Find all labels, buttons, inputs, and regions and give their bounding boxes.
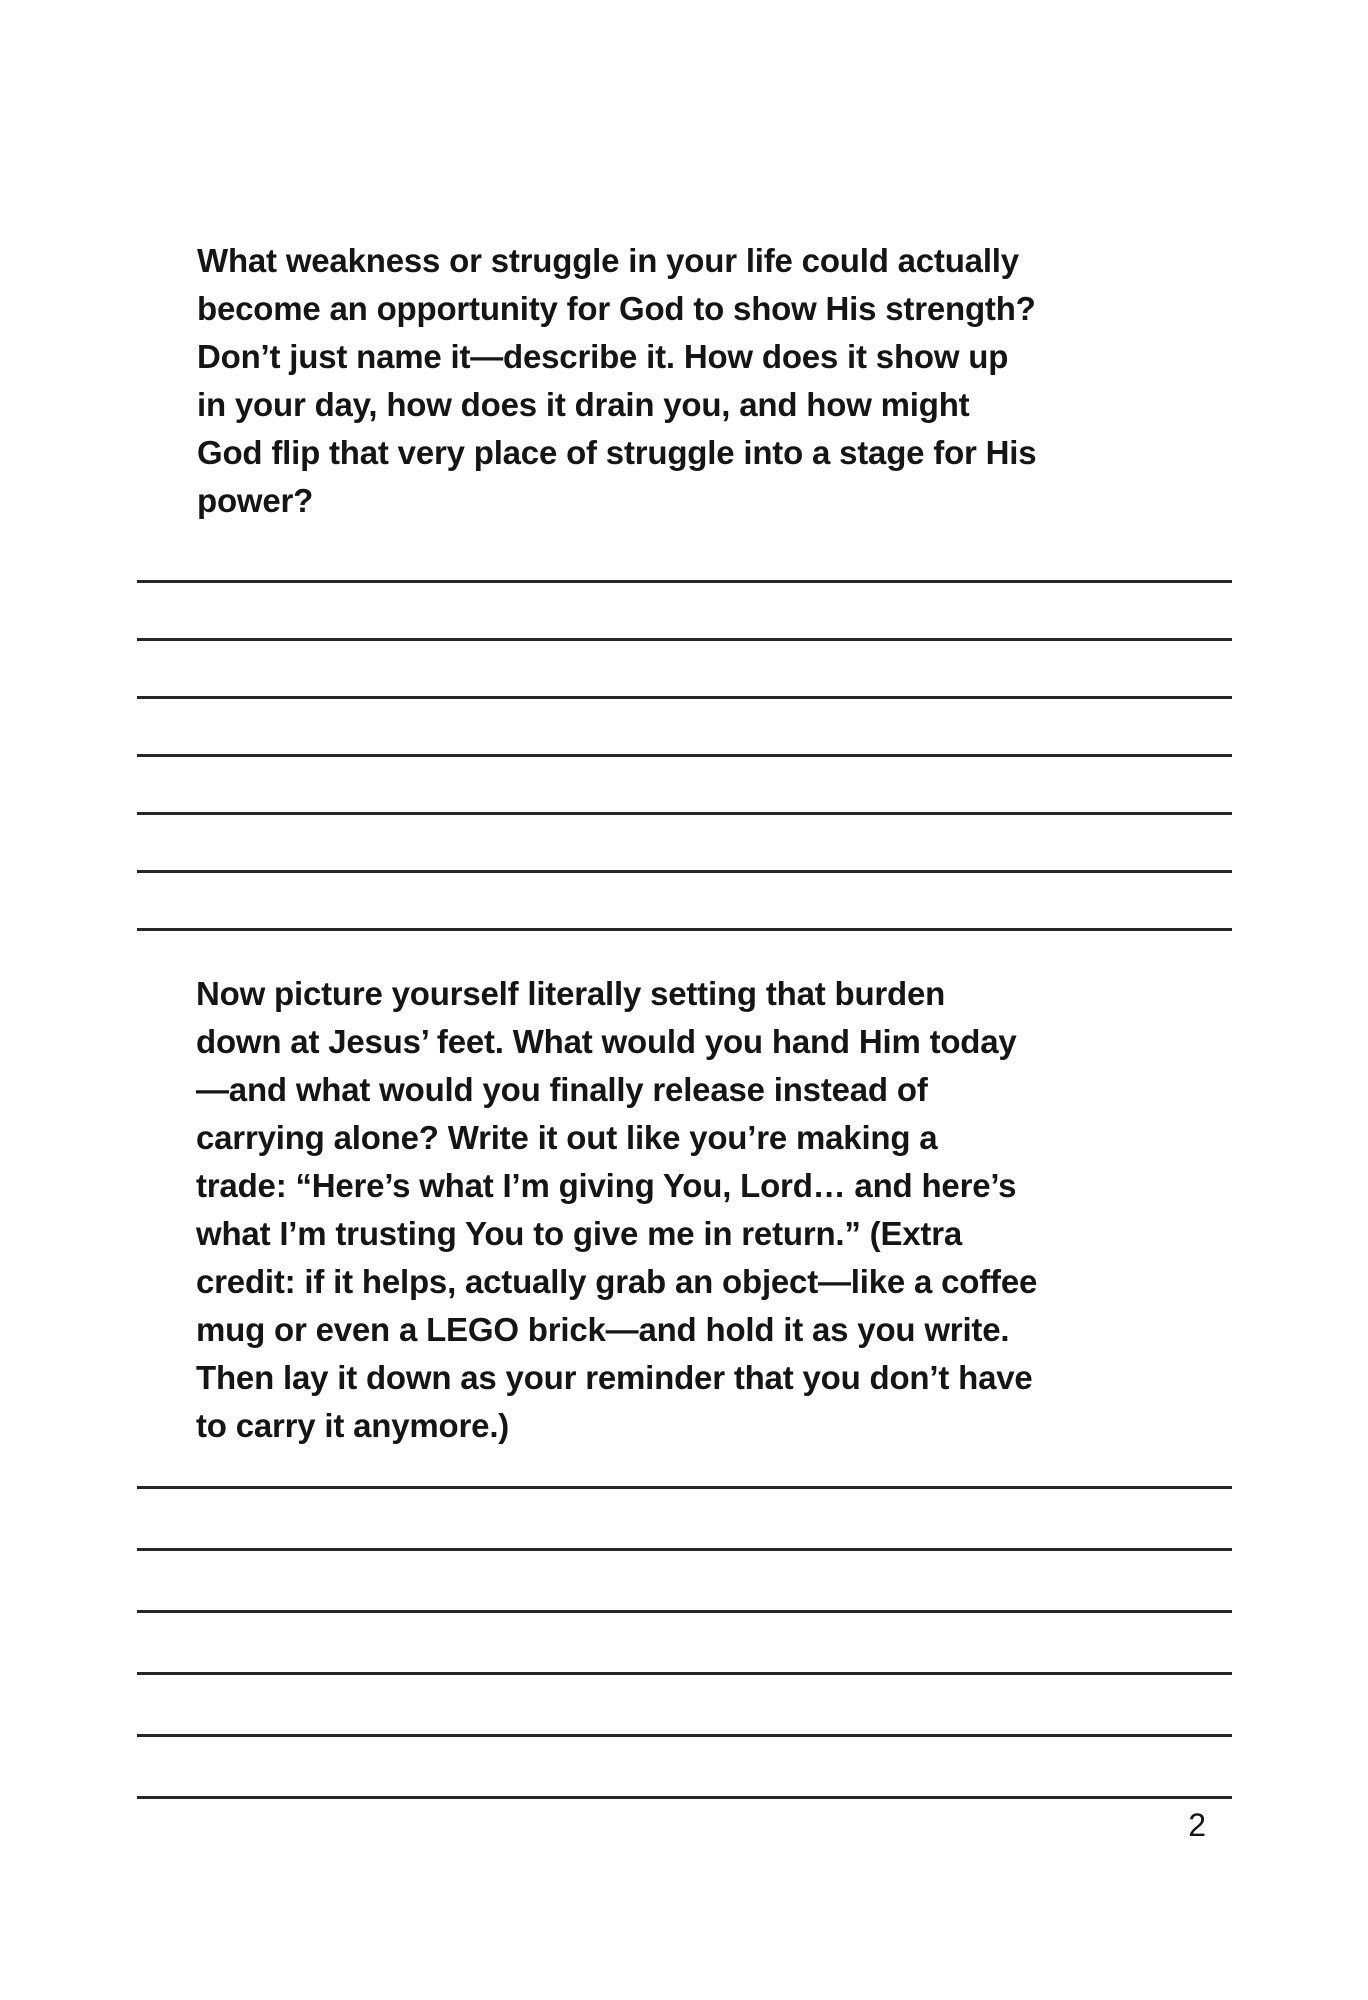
answer-line bbox=[137, 1548, 1232, 1551]
answer-line bbox=[137, 928, 1232, 931]
answer-line bbox=[137, 580, 1232, 583]
prompt-paragraph-1: What weakness or struggle in your life could actually become an opportunity for God to show His strength? Don’t just name it—describe it. How does it show up in your day, how does it drain you, and how might God flip that very place of struggle into a stage for His power? bbox=[197, 242, 1037, 519]
answer-line bbox=[137, 870, 1232, 873]
page-number: 2 bbox=[1188, 1807, 1206, 1843]
answer-line bbox=[137, 1672, 1232, 1675]
answer-line bbox=[137, 1486, 1232, 1489]
answer-line bbox=[137, 754, 1232, 757]
answer-line bbox=[137, 696, 1232, 699]
answer-line bbox=[137, 1610, 1232, 1613]
answer-line bbox=[137, 1734, 1232, 1737]
prompt-paragraph-2: Now picture yourself literally setting that burden down at Jesus’ feet. What would you hand Him today —and what would you finally release instead of carrying alone? Write it out like you’re making a trade: “Here’s what I’m giving You, Lord… and here’s what I’m trusting You to give me in return.” (Extra credit: if it helps, actually grab an object—like a coffee mug or even a LEGO brick—and hold it as you write. Then lay it down as your reminder that you don’t have to carry it anymore.) bbox=[196, 975, 1038, 1444]
answer-lines-section-1 bbox=[137, 580, 1232, 931]
answer-line bbox=[137, 812, 1232, 815]
answer-lines-section-2 bbox=[137, 1486, 1232, 1799]
answer-line bbox=[137, 638, 1232, 641]
answer-line bbox=[137, 1796, 1232, 1799]
